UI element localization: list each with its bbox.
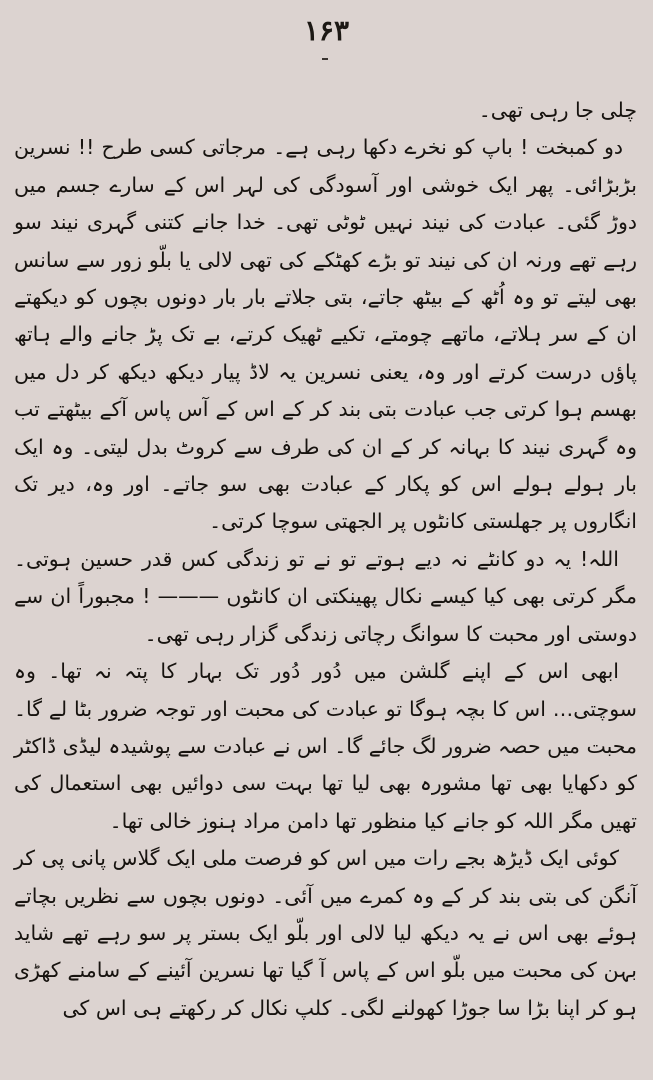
page-number: ۱۶۳ [303,14,350,47]
paragraph-3: اللہ! یہ دو کانٹے نہ دیے ہوتے تو نے تو زندگی کس قدر حسین ہوتی۔ مگر کرتی بھی کیا کیسے نکال پھینکتی ان کانٹوں ——— ! مجبوراً ان سے دوستی اور محبت کا سوانگ رچاتی زندگی گزار رہی تھی۔ [14,546,637,646]
paragraph-5: کوئی ایک ڈیڑھ بجے رات میں اس کو فرصت ملی ایک گلاس پانی پی کر آنگن کی بتی بند کر کے وہ کمرے میں آئی۔ دونوں بچوں سے نظریں بچاتے ہوئے بھی اس نے یہ دیکھ لیا لالی اور بلّو ایک بستر پر سو رہے تھے شاید بہن کی محبت میں بلّو اس کے پاس آ گیا تھا نسرین آئینے کے سامنے کھڑی ہو کر اپنا بڑا سا جوڑا کھولنے لگی۔ کلپ نکال کر رکھتے ہی اس کی [14,846,637,1020]
paragraph-2: دو کمبخت ! باپ کو نخرے دکھا رہی ہے۔ مرجاتی کسی طرح !! نسرین بڑبڑائی۔ پھر ایک خوشی اور آسودگی کی لہر اس کے سارے جسم میں دوڑ گئی۔ عبادت کی نیند نہیں ٹوٹی تھی۔ خدا جانے کتنی گہری نیند سو رہے تھے ورنہ ان کی نیند تو بڑے کھٹکے کی تھی لالی یا بلّو زور سے سانس بھی لیتے تو وہ اُٹھ کے بیٹھ جاتے، بتی جلاتے بار بار دونوں بچوں کو دیکھتے ان کے سر ہلاتے، ماتھے چومتے، تکیے ٹھیک کرتے، بے تک پڑ جانے والے ہاتھ پاؤں درست کرتے اور وہ، یعنی نسرین یہ لاڈ پیار دیکھ دیکھ کر دل میں بھسم ہوا کرتی جب عبادت بتی بند کر کے اس کے آس پاس آکے بیٹھتے تب وہ گہری نیند کا بہانہ کر کے ان کی طرف سے کروٹ بدل لیتی۔ وہ ایک بار ہولے ہولے اس کو پکار کے عبادت بھی سو جاتے۔ اور وہ، دیر تک انگاروں پر جھلستی کانٹوں پر الجھتی سوچا کرتی۔ [14,135,637,534]
page-mark [322,58,328,60]
page-body [14,92,637,1027]
paragraph-4: ابھی اس کے اپنے گلشن میں دُور دُور تک بہار کا پتہ نہ تھا۔ وہ سوچتی… اس کا بچہ ہوگا تو عبادت کی محبت اور توجہ ضرور بٹا لے گا۔ محبت میں حصہ ضرور لگ جائے گا۔ اس نے عبادت سے پوشیدہ لیڈی ڈاکٹر کو دکھایا بھی تھا مشورہ بھی لیا تھا بہت سی دوائیں بھی استعمال کی تھیں مگر اللہ کو جانے کیا منظور تھا دامن مراد ہنوز خالی تھا۔ [14,659,637,833]
paragraph-1: چلی جا رہی تھی۔ [478,98,637,122]
